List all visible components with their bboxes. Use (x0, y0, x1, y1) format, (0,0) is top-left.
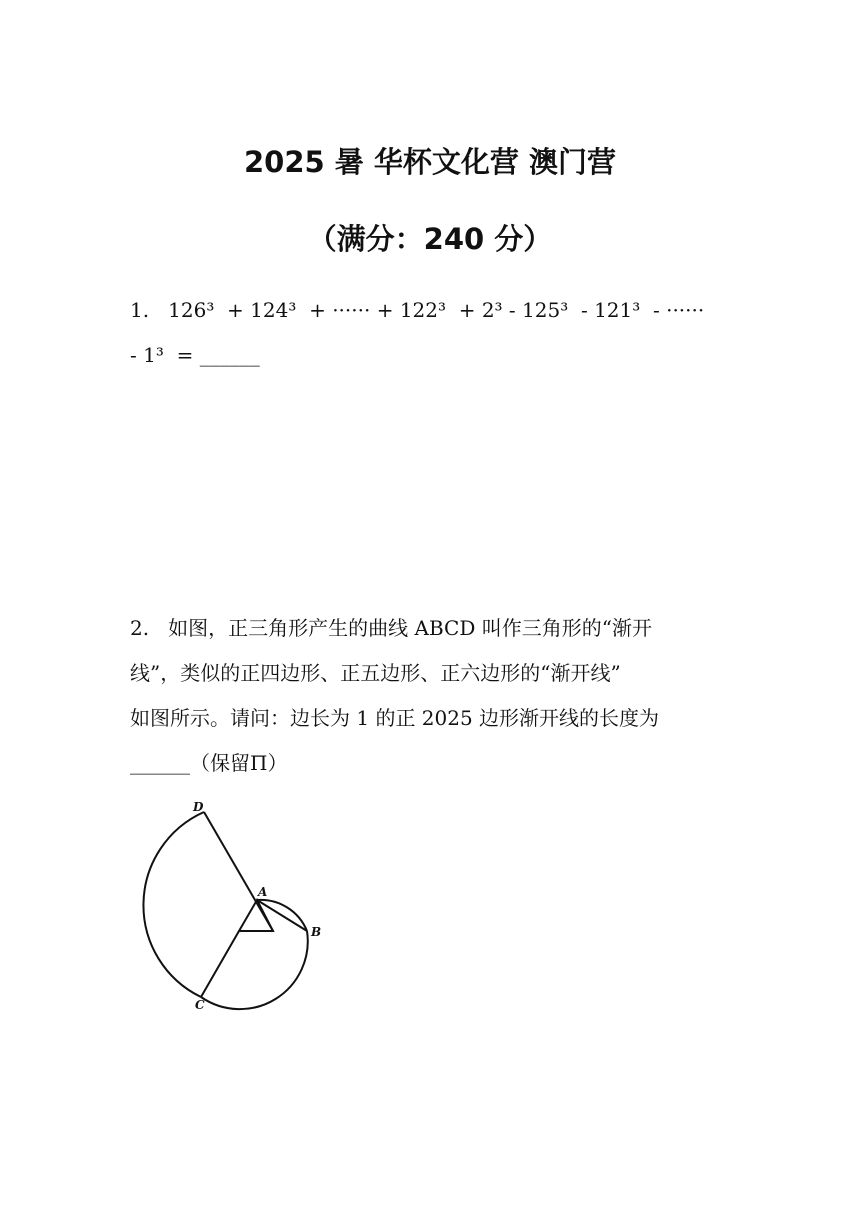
question-2-line-4: ______（保留Π） (130, 751, 288, 775)
question-2-line-2: 线”，类似的正四边形、正五边形、正六边形的“渐开线” (130, 661, 621, 685)
page-title: 2025 暑 华杯文化营 澳门营 (243, 145, 616, 179)
segment-d-to-triangle (204, 812, 273, 931)
involute-figure (140, 795, 340, 1015)
page-subtitle: （满分：240 分） (307, 222, 553, 256)
triangle-shape (239, 900, 273, 931)
arc-c-to-d (143, 812, 204, 997)
question-1-line-2: - 1³ = ______ (130, 343, 260, 367)
segment-center-to-c (201, 931, 239, 997)
label-a: A (258, 885, 268, 899)
question-2-line-3: 如图所示。请问：边长为 1 的正 2025 边形渐开线的长度为 (130, 706, 660, 730)
question-1-line-1: 1. 126³ + 124³ + ······ + 122³ + 2³ - 125³ - 121³ - ······ (130, 298, 705, 322)
label-b: B (311, 925, 322, 939)
label-c: C (195, 998, 205, 1012)
label-d: D (193, 800, 204, 814)
question-2-line-1: 2. 如图，正三角形产生的曲线 ABCD 叫作三角形的“渐开 (130, 616, 652, 640)
